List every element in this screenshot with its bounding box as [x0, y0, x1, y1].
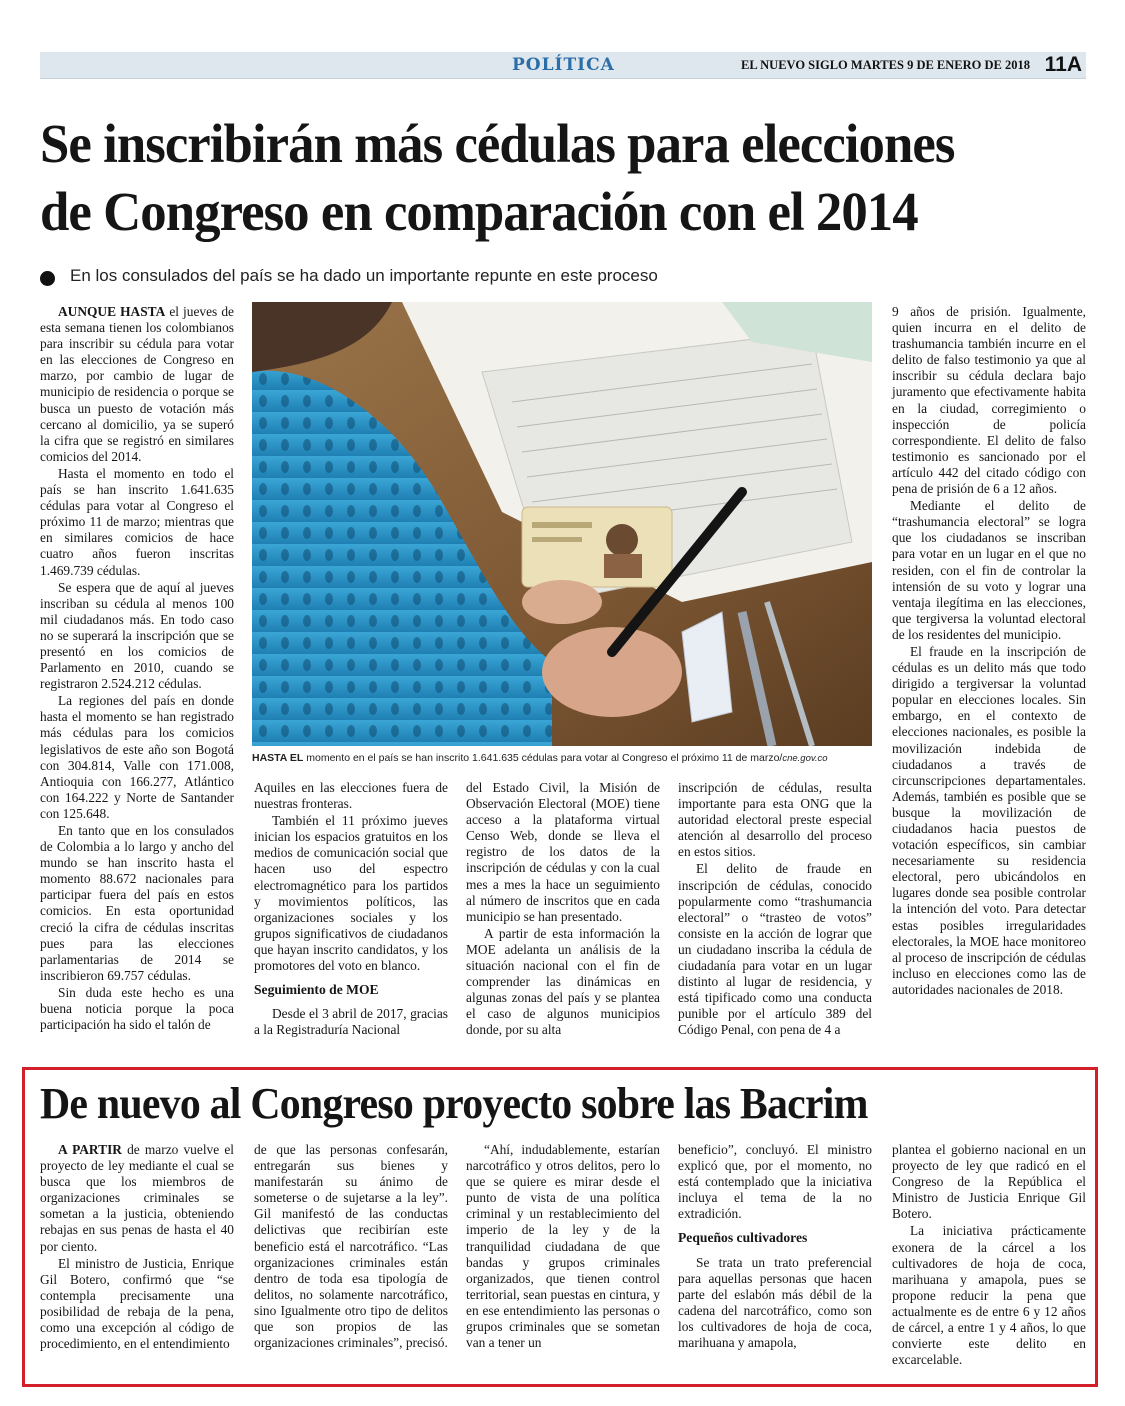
- article2-column-1: [40, 1142, 234, 1353]
- paragraph: del Estado Civil, la Misión de Observación Electoral (MOE) tiene acceso a la plataforma virtual Censo Web, donde se lleva el registro de los datos de la inscripción de cédulas y con la cual mes a mes la hace un seguimiento al número de inscritos que en cada municipio se han presentado.: [466, 780, 660, 924]
- article1-column-1: [40, 304, 234, 1034]
- paragraph: Se espera que de aquí al jueves inscriban su cédula al menos 100 mil ciudadanos más. En todo caso no se superará la inscripción que se presentó en los comicios de Parlamento en 2010, cuando se registraron 2.524.212 cédulas.: [40, 579, 234, 692]
- paragraph: plantea el gobierno nacional en un proyecto de ley que radicó en el Congreso de la República el Ministro de Justicia Enrique Gil Botero.: [892, 1142, 1086, 1222]
- bacrim-headline: De nuevo al Congreso proyecto sobre las Bacrim: [40, 1079, 868, 1128]
- article1-column-3: [466, 780, 660, 1040]
- photo-credit: cne.gov.co: [782, 753, 828, 764]
- paragraph: de que las personas confesarán, entregarán sus bienes y manifestarán su ánimo de someterse o de sujetarse a la ley”. Gil manifestó de las conductas delictivas que recibirían este beneficio está el narcotráfico. “Las organizaciones criminales están dentro de toda esa tipología de delitos, no solamente narcotráfico, sino Igualmente otro tipo de delitos que son propios de las organizaciones criminales”, precisó.: [254, 1142, 448, 1351]
- photo-illustration: [252, 302, 872, 746]
- paragraph: El ministro de Justicia, Enrique Gil Botero, confirmó que “se contempla precisamente una posibilidad de rebaja de la pena, como una excepción al código de procedimiento, en el entendimiento: [40, 1255, 234, 1352]
- headline-line-2: de Congreso en comparación con el 2014: [40, 181, 918, 242]
- paragraph: A PARTIR de marzo vuelve el proyecto de ley mediante el cual se busca que los miembros de organizaciones criminales se sometan a la justicia, obteniendo rebajas en sus penas de hasta el 40 por ciento.: [40, 1142, 234, 1254]
- paragraph: El fraude en la inscripción de cédulas es un delito más que todo dirigido a tergiversar la voluntad popular en elecciones locales. Sin embargo, en el contexto de elecciones nacionales, es posible la movilización indebida de ciudadanos a través de circunscripciones departamentales. Además, también es posible que se busque la movilización de ciudadanos hacia puestos de votación específicos, sin cambiar necesariamente su residencia electoral, pero ubicándolos en lugares donde sea posible controlar la intención del voto. Para detectar estas posibles irregularidades electorales, la MOE hace monitoreo al proceso de inscripción de cédulas incluso en elecciones como las de autoridades nacionales de 2018.: [892, 643, 1086, 997]
- headline-line-1: Se inscribirán más cédulas para elecciones: [40, 113, 955, 174]
- paragraph: Aquiles en las elecciones fuera de nuestras fronteras.: [254, 780, 448, 812]
- article2-column-4: [678, 1142, 872, 1352]
- paragraph: La regiones del país en donde hasta el momento se han registrado más cédulas para los comicios legislativos de este año son Bogotá con 304.814, Valle con 171.008, Antioquia con 166.277, Atlántico con 164.222 y Norte de Santander con 125.648.: [40, 693, 234, 821]
- bullet-dot-icon: [40, 271, 55, 286]
- paragraph: En tanto que en los consulados de Colombia a lo largo y ancho del mundo se han inscrito hasta el momento 88.672 nacionales para participar fuera del país en estos comicios. En esta oportunidad creció la cifra de cédulas inscritas pues para las elecciones parlamentarias de 2014 se inscribieron 69.757 cédulas.: [40, 823, 234, 983]
- paragraph: AUNQUE HASTA el jueves de esta semana tienen los colombianos para inscribir su cédula para votar en las elecciones de Congreso en marzo, por cambio de lugar de municipio de residencia o porque se busca un puesto de votación más cercano al domicilio, ya se superó la cifra que se registró en similares comicios del 2014.: [40, 304, 234, 464]
- section-label: POLÍTICA: [512, 55, 615, 75]
- main-headline: [40, 110, 1048, 246]
- paragraph: 9 años de prisión. Igualmente, quien incurra en el delito de trashumancia también incurre en el delito de falso testimonio ya que al inscribir su cédula declara bajo juramento que efectivamente habita en la ciudad, corregimiento o inspección de policía correspondiente. El delito de falso testimonio es sancionado por el artículo 442 del citado código con pena de prisión de 6 a 12 años.: [892, 304, 1086, 497]
- paragraph: “Ahí, indudablemente, estarían narcotráfico y otros delitos, pero lo que se quiere es mirar desde el punto de vista de una política criminal y un restablecimiento del imperio de la ley y de la tranquilidad ciudadana de que bandas y grupos criminales organizados, que tienen control territorial, sean puestas en cintura, y en ese entendimiento las personas o grupos criminales que se sometan van a tener un: [466, 1142, 660, 1351]
- section-subtitle: Pequeños cultivadores: [678, 1230, 808, 1246]
- lead-in: A PARTIR: [58, 1142, 122, 1157]
- paragraph: Hasta el momento en todo el país se han inscrito 1.641.635 cédulas para votar al Congreso el próximo 11 de marzo; mientras que en similares comicios de hace cuatro años fueron inscritas 1.469.739 cédulas.: [40, 465, 234, 578]
- article1-column-5: [892, 304, 1086, 999]
- paragraph: Desde el 3 abril de 2017, gracias a la Registraduría Nacional: [254, 1006, 448, 1038]
- article-subhead: En los consulados del país se ha dado un importante repunte en este proceso: [70, 266, 658, 285]
- paragraph: inscripción de cédulas, resulta importante para esta ONG que la autoridad electoral preste especial atención al desarrollo del proceso en estos sitios.: [678, 780, 872, 860]
- photo-caption: HASTA EL momento en el país se han inscrito 1.641.635 cédulas para votar al Congreso el próximo 11 de marzo/cne.gov.co: [252, 752, 828, 764]
- paragraph: La iniciativa prácticamente exonera de la cárcel a los cultivadores de hoja de coca, marihuana y amapola, pues se propone reducir la pena que actualmente es de entre 6 y 12 años de cárcel, a entre 1 y 4 años, lo que convierte este delito en excarcelable.: [892, 1223, 1086, 1368]
- page-number: 11A: [1044, 53, 1082, 76]
- paragraph: Se trata un trato preferencial para aquellas personas que hacen parte del eslabón más débil de la cadena del narcotráfico, como son los cultivadores de hoja de coca, marihuana y amapola,: [678, 1254, 872, 1351]
- paragraph: Sin duda este hecho es una buena noticia porque la poca participación ha sido el talón de: [40, 984, 234, 1033]
- article1-column-2: [254, 780, 448, 1039]
- paragraph: También el 11 próximo jueves inician los espacios gratuitos en los medios de comunicación social que hacen uso del espectro electromagnético para los partidos y movimientos políticos, las organizaciones sociales y los grupos significativos de ciudadanos que hayan inscrito candidatos, y los promotores del voto en blanco.: [254, 813, 448, 974]
- masthead-date: EL NUEVO SIGLO MARTES 9 DE ENERO DE 2018: [741, 58, 1030, 72]
- section-subtitle: Seguimiento de MOE: [254, 982, 379, 998]
- article2-column-2: [254, 1142, 448, 1352]
- paragraph: beneficio”, concluyó. El ministro explicó que, por el momento, no está contemplado que la iniciativa incluya el tema de la no extradición.: [678, 1142, 872, 1222]
- article-photo: [252, 302, 872, 746]
- page-header-bar: [40, 52, 1086, 79]
- article1-column-4: [678, 780, 872, 1040]
- lead-in: AUNQUE HASTA: [58, 304, 166, 319]
- paragraph: A partir de esta información la MOE adelanta un análisis de la situación nacional con el fin de comprender las dinámicas en algunas zonas del país y se plantea el caso de algunos municipios donde, por su alta: [466, 925, 660, 1038]
- paragraph: El delito de fraude en inscripción de cédulas, conocido popularmente como “trashumancia electoral” o “trasteo de votos” consiste en la acción de lograr que un ciudadano inscriba la cédula de ciudadanía para votar en un lugar distinto al lugar de residencia, y está tipificado como una conducta punible por el artículo 389 del Código Penal, con pena de 4 a: [678, 861, 872, 1038]
- article2-column-3: [466, 1142, 660, 1352]
- paragraph: Mediante el delito de “trashumancia electoral” se logra que los ciudadanos se inscriban para votar en un lugar en el que no residen, con el fin de controlar la intensión de su voto y lograr una ventaja ilegítima en las elecciones, que tergiversa la voluntad electoral de los residentes del municipio.: [892, 498, 1086, 642]
- article2-column-5: [892, 1142, 1086, 1369]
